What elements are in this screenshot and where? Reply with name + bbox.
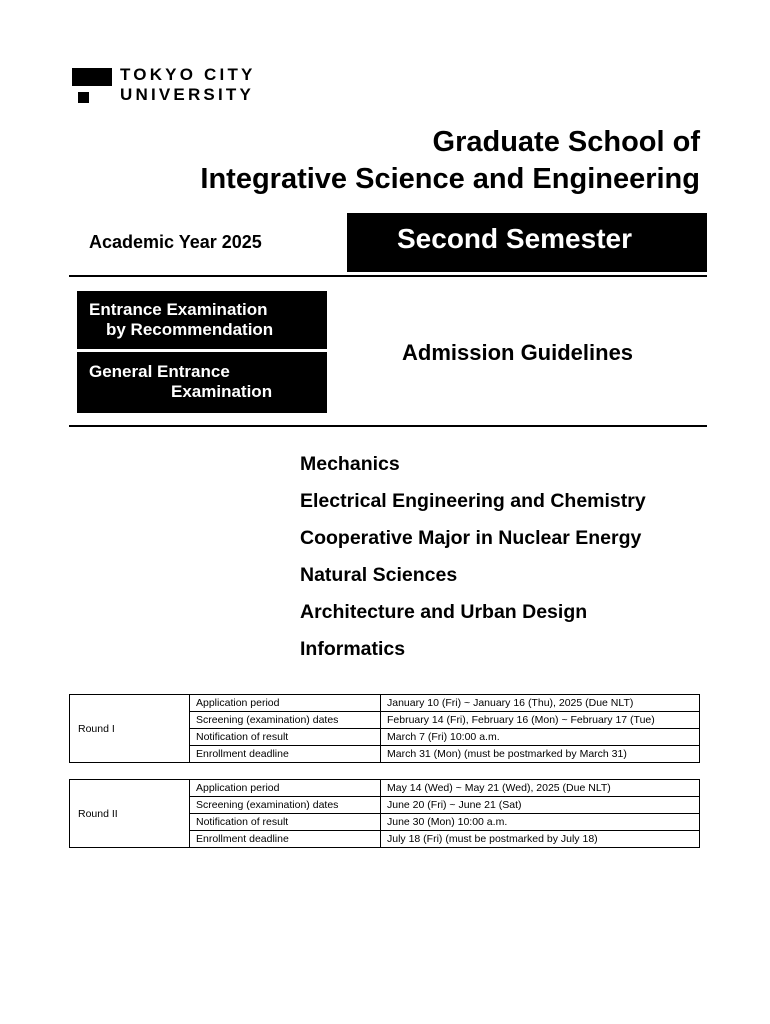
row-value: March 7 (Fri) 10:00 a.m. [381,729,700,746]
row-value: March 31 (Mon) (must be postmarked by March 31) [381,746,700,763]
table-row [70,695,700,712]
row-value: February 14 (Fri), February 16 (Mon) ~ February 17 (Tue) [381,712,700,729]
school-title-line1: Graduate School of [432,126,700,158]
exam-type-line1: General Entrance [89,362,230,381]
row-label: Enrollment deadline [190,831,381,848]
row-label: Application period [190,695,381,712]
row-label: Notification of result [190,814,381,831]
row-value: June 20 (Fri) ~ June 21 (Sat) [381,797,700,814]
exam-type-recommendation [77,291,327,349]
divider-top [69,275,707,277]
semester-label: Second Semester [397,223,632,254]
majors-list [300,449,646,671]
major-item: Architecture and Urban Design [300,601,588,623]
row-value: May 14 (Wed) ~ May 21 (Wed), 2025 (Due NLT) [381,780,700,797]
schedule-table-round-2 [69,779,700,848]
row-label: Notification of result [190,729,381,746]
exam-type-line2: by Recommendation [106,320,274,339]
schedule-table-round-1 [69,694,700,763]
logo-square-mark [78,92,89,103]
major-item: Electrical Engineering and Chemistry [300,490,646,512]
row-label: Enrollment deadline [190,746,381,763]
row-value: July 18 (Fri) (must be postmarked by July 18) [381,831,700,848]
logo-bar-mark [72,68,112,86]
semester-banner [347,213,707,272]
logo-text-line2: UNIVERSITY [120,85,255,104]
academic-year: Academic Year 2025 [89,232,262,252]
table-row [70,780,700,797]
row-label: Screening (examination) dates [190,712,381,729]
major-item: Cooperative Major in Nuclear Energy [300,527,642,549]
university-logo [72,66,302,106]
school-title [60,124,700,198]
major-item: Natural Sciences [300,564,458,586]
round-label: Round I [70,695,190,763]
row-value: June 30 (Mon) 10:00 a.m. [381,814,700,831]
school-title-line2: Integrative Science and Engineering [200,163,700,195]
row-value: January 10 (Fri) ~ January 16 (Thu), 2025 (Due NLT) [381,695,700,712]
logo-text-line1: TOKYO CITY [120,65,256,84]
exam-type-line2: Examination [171,382,273,401]
major-item: Informatics [300,638,406,660]
row-label: Application period [190,780,381,797]
exam-type-line1: Entrance Examination [89,300,268,319]
divider-bottom [69,425,707,427]
major-item: Mechanics [300,453,400,475]
round-label: Round II [70,780,190,848]
admission-guidelines-heading: Admission Guidelines [402,340,634,365]
exam-type-general [77,352,327,413]
row-label: Screening (examination) dates [190,797,381,814]
